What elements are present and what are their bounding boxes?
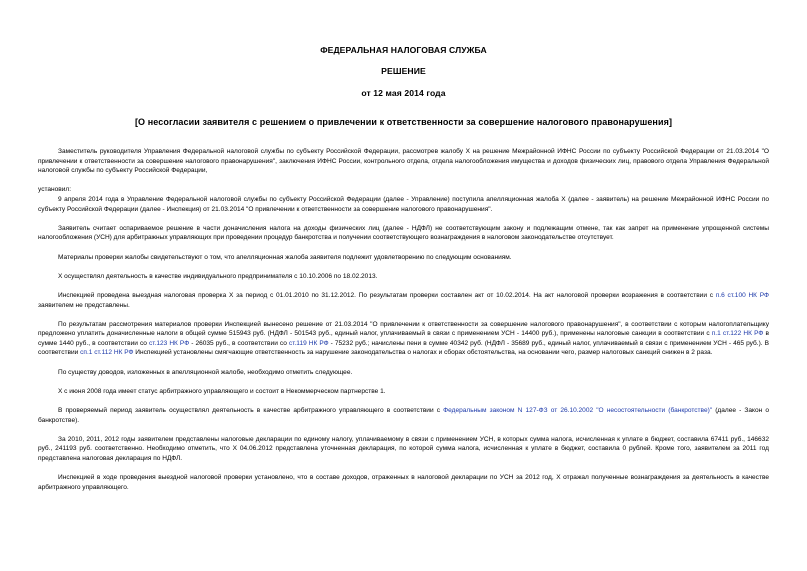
doc-type: РЕШЕНИЕ <box>381 66 426 76</box>
law-link[interactable]: Федеральным законом N 127-ФЗ от 26.10.2002 "О несостоятельности (банкротстве)" <box>443 407 713 415</box>
law-link[interactable]: ст.123 НК РФ <box>149 339 190 347</box>
paragraph-declarations: За 2010, 2011, 2012 годы заявителем представлены налоговые декларации по единому налогу, уплачиваемому в связи с применением УСН, в которых сумма налога, исчисленная к уплате в бюджет, составила 67411 руб., 146632 руб., 241193 руб. соответственно. Необходимо отметить, что Х 04.06.2012 представлена уточненная декларация, по которой сумма налога, исчисленная к уплате в бюджет, составила 0 рублей. Кроме того, заявителем за 2011 год представлена налоговая декларация по НДФЛ. <box>38 435 769 462</box>
law-link[interactable]: ст.119 НК РФ <box>288 339 329 347</box>
paragraph-inspection: Инспекцией проведена выездная налоговая проверка Х за период с 01.01.2010 по 31.12.2012. По результатам проверки составлен акт от 10.02.2014. На акт налоговой проверки возражения в соответствии с п.6 ст.100 НК РФ заявителем не представлены. <box>38 291 769 309</box>
paragraph-materials: Материалы проверки жалобы свидетельствуют о том, что апелляционная жалоба заявителя подлежит удовлетворению по следующим основаниям. <box>58 253 512 261</box>
paragraph-ip-status: Х осуществлял деятельность в качестве индивидуального предпринимателя с 10.10.2006 по 18.02.2013. <box>58 272 378 280</box>
org-title: ФЕДЕРАЛЬНАЯ НАЛОГОВАЯ СЛУЖБА <box>320 45 487 55</box>
paragraph-findings: Инспекцией в ходе проведения выездной налоговой проверки установлено, что в составе доходов, отраженных в налоговой декларации по УСН за 2012 год, Х отражал полученные вознаграждения за деятельность в качестве арбитражного управляющего. <box>38 474 769 491</box>
doc-subject: [О несогласии заявителя с решением о привлечении к ответственности за совершение налогового правонарушения] <box>134 117 673 127</box>
paragraph-established: установил: <box>38 186 72 194</box>
paragraph-position: Заявитель считает оспариваемое решение в части доначисления налога на доходы физических лиц (далее - НДФЛ) не соответствующим закону и подлежащим отмене, так как запрет на применение упрощенной системы налогообложения (УСН) для арбитражных управляющих при проведении процедур банкротства и получении соответствующего вознаграждения в налоговом законодательстве отсутствует. <box>38 224 769 242</box>
doc-date: от 12 мая 2014 года <box>361 88 446 98</box>
law-link[interactable]: сп.1 ст.112 НК РФ <box>80 349 134 357</box>
law-link[interactable]: п.1 ст.122 НК РФ <box>711 330 764 338</box>
paragraph-preamble: Заместитель руководителя Управления Федеральной налоговой службы по субъекту Российской Федерации, рассмотрев жалобу Х на решение Межрайонной ИФНС России по субъекту Российской Федерации от 21.03.2014 "О привлечении к ответственности за совершение налогового правонарушения", заключения ИФНС России, контрольного отдела, отдела налогообложения имущества и доходов физических лиц, правового отдела Управления Федеральной налоговой службы по субъекту Российской Федерации, <box>38 148 769 175</box>
document-body <box>38 147 769 502</box>
law-link[interactable]: п.6 ст.100 НК РФ <box>715 291 769 299</box>
paragraph-merits: По существу доводов, изложенных в апелляционной жалобе, необходимо отметить следующее. <box>58 368 353 376</box>
paragraph-decision: По результатам рассмотрения материалов проверки Инспекцией вынесено решение от 21.03.2014 "О привлечении к ответственности за совершение налогового правонарушения", в соответствии с которым налогоплательщику предложено уплатить доначисленные налоги в общей сумме 515943 руб. (НДФЛ - 501543 руб., единый налог, уплачиваемый в связи с применением УСН - 14400 руб.), применены налоговые санкции в соответствии с п.1 ст.122 НК РФ в сумме 1440 руб., в соответствии со ст.123 НК РФ - 26035 руб., в соответствии со ст.119 НК РФ - 75232 руб.; начислены пени в сумме 40342 руб. (НДФЛ - 35689 руб., единый налог, уплачиваемый в связи с применением УСН - 465 руб.). В соответствии сп.1 ст.112 НК РФ Инспекцией установлены смягчающие ответственность за нарушение законодательства о налогах и сборах обстоятельства, на основании чего, размер налоговых санкций снижен в 2 раза. <box>38 320 769 357</box>
paragraph-complaint: 9 апреля 2014 года в Управление Федеральной налоговой службы по субъекту Российской Федерации (далее - Управление) поступила апелляционная жалоба Х (далее - заявитель) на решение Межрайонной ИФНС России по субъекту Российской Федерации (далее - Инспекция) от 21.03.2014 "О привлечении к ответственности за совершение налогового правонарушения". <box>38 195 769 213</box>
paragraph-activity: В проверяемый период заявитель осуществлял деятельность в качестве арбитражного управляющего в соответствии с Федеральным законом N 127-ФЗ от 26.10.2002 "О несостоятельности (банкротстве)" (далее - Закон о банкротстве). <box>38 407 769 424</box>
paragraph-manager-status: Х с июня 2008 года имеет статус арбитражного управляющего и состоит в Некоммерческом партнерстве 1. <box>58 387 386 395</box>
